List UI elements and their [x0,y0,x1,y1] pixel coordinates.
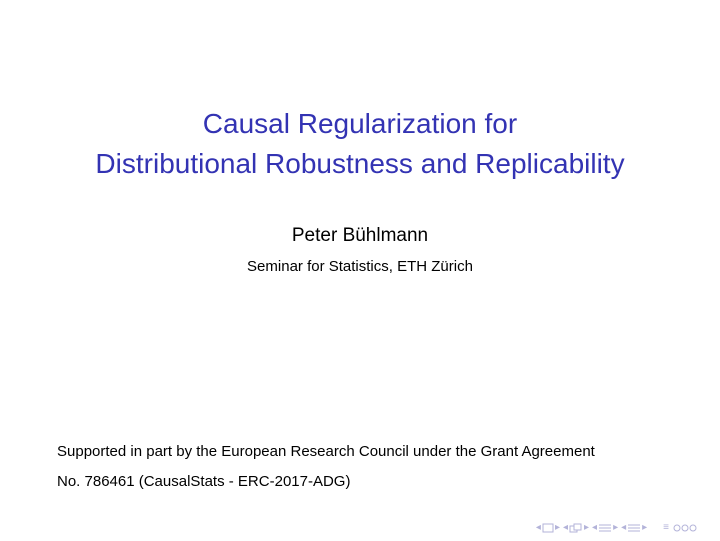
document-nav [621,523,647,533]
author-name: Peter Bühlmann [291,225,429,246]
next-section-arrow-icon[interactable]: ▸ [613,522,619,533]
prev-subsection-arrow-icon[interactable]: ◂ [562,522,568,533]
title-line-1: Causal Regularization for [202,108,518,139]
prev-frame-arrow-icon[interactable]: ◂ [535,522,541,533]
subsection-icon[interactable] [569,523,583,533]
frame-icon[interactable] [542,523,554,533]
funding-line-2: No. 786461 (CausalStats - ERC-2017-ADG) [57,473,351,490]
beamer-navigation-bar [536,521,698,535]
next-document-arrow-icon[interactable]: ▸ [642,522,648,533]
institute-name: Seminar for Statistics, ETH Zürich [247,258,473,275]
frame-nav [536,523,560,533]
prev-document-arrow-icon[interactable]: ◂ [621,522,627,533]
title-line-2: Distributional Robustness and Replicability [95,148,625,179]
next-frame-arrow-icon[interactable]: ▸ [554,522,560,533]
section-nav [592,523,618,533]
section-icon[interactable] [598,523,612,533]
search-icon[interactable] [672,523,698,533]
next-subsection-arrow-icon[interactable]: ▸ [584,522,590,533]
subsection-nav [563,523,589,533]
funding-note [57,437,595,497]
slide-title [0,104,720,184]
equiv-icon[interactable]: ≡ [663,522,669,533]
prev-section-arrow-icon[interactable]: ◂ [592,522,598,533]
document-icon[interactable] [627,523,641,533]
funding-line-1: Supported in part by the European Research Council under the Grant Agreement [57,443,595,460]
